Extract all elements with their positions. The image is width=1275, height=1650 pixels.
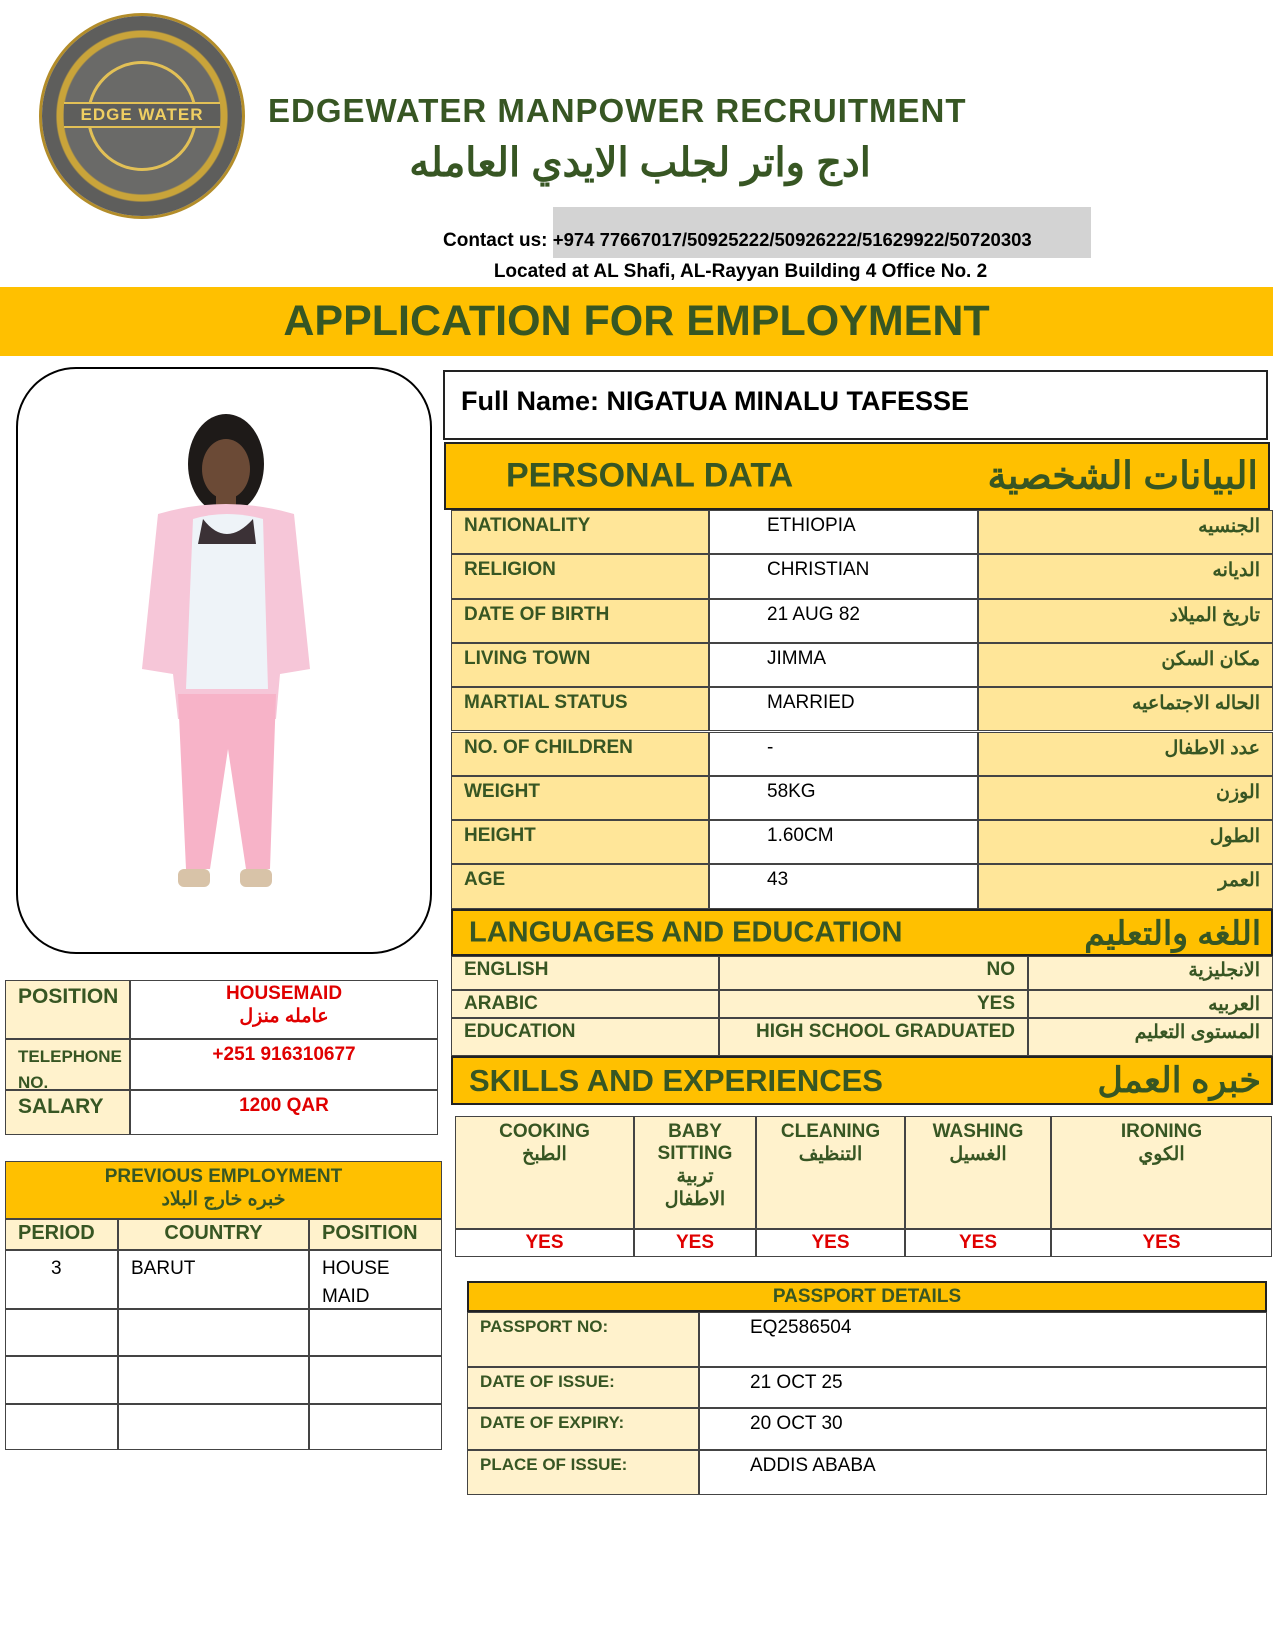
passport-value: 21 OCT 25 (699, 1367, 1267, 1408)
company-name-arabic: ادج واتر لجلب الايدي العامله (409, 141, 871, 185)
previous-column-header: PERIOD (5, 1219, 118, 1250)
previous-cell (118, 1404, 309, 1450)
logo-text: EDGE WATER (64, 102, 220, 128)
language-label-arabic: المستوى التعليم (1028, 1018, 1273, 1056)
languages-header (451, 909, 1273, 956)
personal-data-header (444, 442, 1270, 510)
personal-value: MARRIED (709, 687, 978, 731)
personal-label: MARTIAL STATUS (451, 687, 709, 731)
previous-cell (118, 1356, 309, 1404)
skill-label-cell (455, 1116, 634, 1229)
person-figure-icon (18, 369, 432, 954)
salary-value: 1200 QAR (130, 1090, 438, 1135)
company-logo (42, 16, 242, 216)
company-name: EDGEWATER MANPOWER RECRUITMENT (268, 92, 967, 129)
languages-header-title-arabic: اللغه والتعليم (1084, 914, 1261, 951)
previous-cell: HOUSE MAID (309, 1250, 442, 1309)
passport-value: ADDIS ABABA (699, 1450, 1267, 1495)
skill-label-arabic: الكوي (1138, 1144, 1185, 1165)
skill-label-cell (1051, 1116, 1272, 1229)
personal-value: 58KG (709, 776, 978, 820)
full-name-box (443, 370, 1268, 440)
personal-value: JIMMA (709, 643, 978, 687)
passport-label: DATE OF EXPIRY: (467, 1408, 699, 1450)
full-name-label: Full Name: (461, 386, 600, 416)
page-title: APPLICATION FOR EMPLOYMENT (0, 287, 1273, 356)
previous-cell (5, 1404, 118, 1450)
language-label: ARABIC (451, 990, 719, 1018)
job-label: SALARY (5, 1090, 130, 1135)
position-value-arabic: عامله منزل (239, 1006, 329, 1027)
skill-label: BABY SITTING (657, 1121, 733, 1164)
previous-column-header: POSITION (309, 1219, 442, 1250)
previous-cell (5, 1356, 118, 1404)
personal-label-arabic: العمر (978, 864, 1273, 908)
language-value: NO (719, 956, 1028, 990)
previous-cell (309, 1309, 442, 1356)
company-location: Located at AL Shafi, AL-Rayyan Building 4 Office No. 2 (493, 261, 988, 282)
skill-value: YES (1051, 1229, 1272, 1257)
personal-label: RELIGION (451, 554, 709, 598)
language-value: HIGH SCHOOL GRADUATED (719, 1018, 1028, 1056)
position-cell (130, 980, 438, 1039)
skill-label: CLEANING (780, 1121, 881, 1142)
contact-label: Contact us: (443, 230, 548, 251)
skill-label-cell (756, 1116, 905, 1229)
job-label: POSITION (5, 980, 130, 1039)
personal-label: LIVING TOWN (451, 643, 709, 687)
language-label: ENGLISH (451, 956, 719, 990)
passport-label: PLACE OF ISSUE: (467, 1450, 699, 1495)
skills-header-title: SKILLS AND EXPERIENCES (469, 1062, 883, 1098)
previous-cell: 3 (5, 1250, 118, 1309)
personal-label-arabic: الجنسيه (978, 510, 1273, 554)
passport-value: 20 OCT 30 (699, 1408, 1267, 1450)
contact-numbers: +974 77667017/50925222/50926222/51629922/50720303 (552, 229, 1032, 250)
job-label: TELEPHONE NO. (5, 1039, 130, 1090)
personal-label-arabic: مكان السكن (978, 643, 1273, 687)
personal-value: 43 (709, 864, 978, 908)
applicant-photo (16, 367, 432, 954)
skill-label-arabic: التنظيف (798, 1144, 863, 1165)
personal-data-header-title-arabic: البيانات الشخصية (987, 455, 1258, 498)
language-label-arabic: الانجليزية (1028, 956, 1273, 990)
previous-cell (5, 1309, 118, 1356)
language-label-arabic: العربيه (1028, 990, 1273, 1018)
skill-label-arabic: تربية الاطفال (664, 1166, 726, 1210)
skills-header (451, 1056, 1273, 1105)
personal-label: NO. OF CHILDREN (451, 732, 709, 776)
personal-label-arabic: الوزن (978, 776, 1273, 820)
language-label: EDUCATION (451, 1018, 719, 1056)
skill-value: YES (455, 1229, 634, 1257)
personal-value: 21 AUG 82 (709, 599, 978, 643)
previous-column-header: COUNTRY (118, 1219, 309, 1250)
skill-label: WASHING (932, 1121, 1024, 1142)
skill-label: IRONING (1120, 1121, 1203, 1142)
language-value: YES (719, 990, 1028, 1018)
previous-cell (309, 1356, 442, 1404)
previous-employment-title: PREVIOUS EMPLOYMENT (104, 1166, 343, 1187)
telephone-value: +251 916310677 (130, 1039, 438, 1090)
skill-label-cell (905, 1116, 1051, 1229)
personal-value: - (709, 732, 978, 776)
personal-value: 1.60CM (709, 820, 978, 864)
contact-line (443, 229, 1032, 252)
personal-label: HEIGHT (451, 820, 709, 864)
passport-header: PASSPORT DETAILS (467, 1281, 1267, 1312)
languages-header-title: LANGUAGES AND EDUCATION (469, 916, 903, 948)
passport-label: PASSPORT NO: (467, 1312, 699, 1367)
personal-label-arabic: الديانه (978, 554, 1273, 598)
skill-value: YES (634, 1229, 756, 1257)
skills-header-title-arabic: خبره العمل (1097, 1060, 1261, 1100)
personal-label: AGE (451, 864, 709, 908)
personal-label-arabic: الطول (978, 820, 1273, 864)
skill-label: COOKING (499, 1121, 590, 1142)
position-value: HOUSEMAID (225, 983, 343, 1004)
personal-label-arabic: تاريخ الميلاد (978, 599, 1273, 643)
passport-label: DATE OF ISSUE: (467, 1367, 699, 1408)
previous-cell (118, 1309, 309, 1356)
skill-label-arabic: الغسيل (949, 1144, 1007, 1165)
skill-label-arabic: الطبخ (522, 1144, 567, 1165)
personal-label-arabic: عدد الاطفال (978, 732, 1273, 776)
previous-employment-header (5, 1161, 442, 1219)
personal-label-arabic: الحاله الاجتماعيه (978, 687, 1273, 731)
personal-value: CHRISTIAN (709, 554, 978, 598)
personal-label: NATIONALITY (451, 510, 709, 554)
personal-data-header-title: PERSONAL DATA (506, 456, 794, 495)
skill-value: YES (905, 1229, 1051, 1257)
skill-label-cell (634, 1116, 756, 1229)
previous-cell: BARUT (118, 1250, 309, 1309)
full-name-value: NIGATUA MINALU TAFESSE (606, 386, 970, 416)
skill-value: YES (756, 1229, 905, 1257)
passport-value: EQ2586504 (699, 1312, 1267, 1367)
previous-cell (309, 1404, 442, 1450)
personal-label: WEIGHT (451, 776, 709, 820)
previous-employment-title-arabic: خبره خارج البلاد (161, 1189, 286, 1210)
personal-value: ETHIOPIA (709, 510, 978, 554)
personal-label: DATE OF BIRTH (451, 599, 709, 643)
